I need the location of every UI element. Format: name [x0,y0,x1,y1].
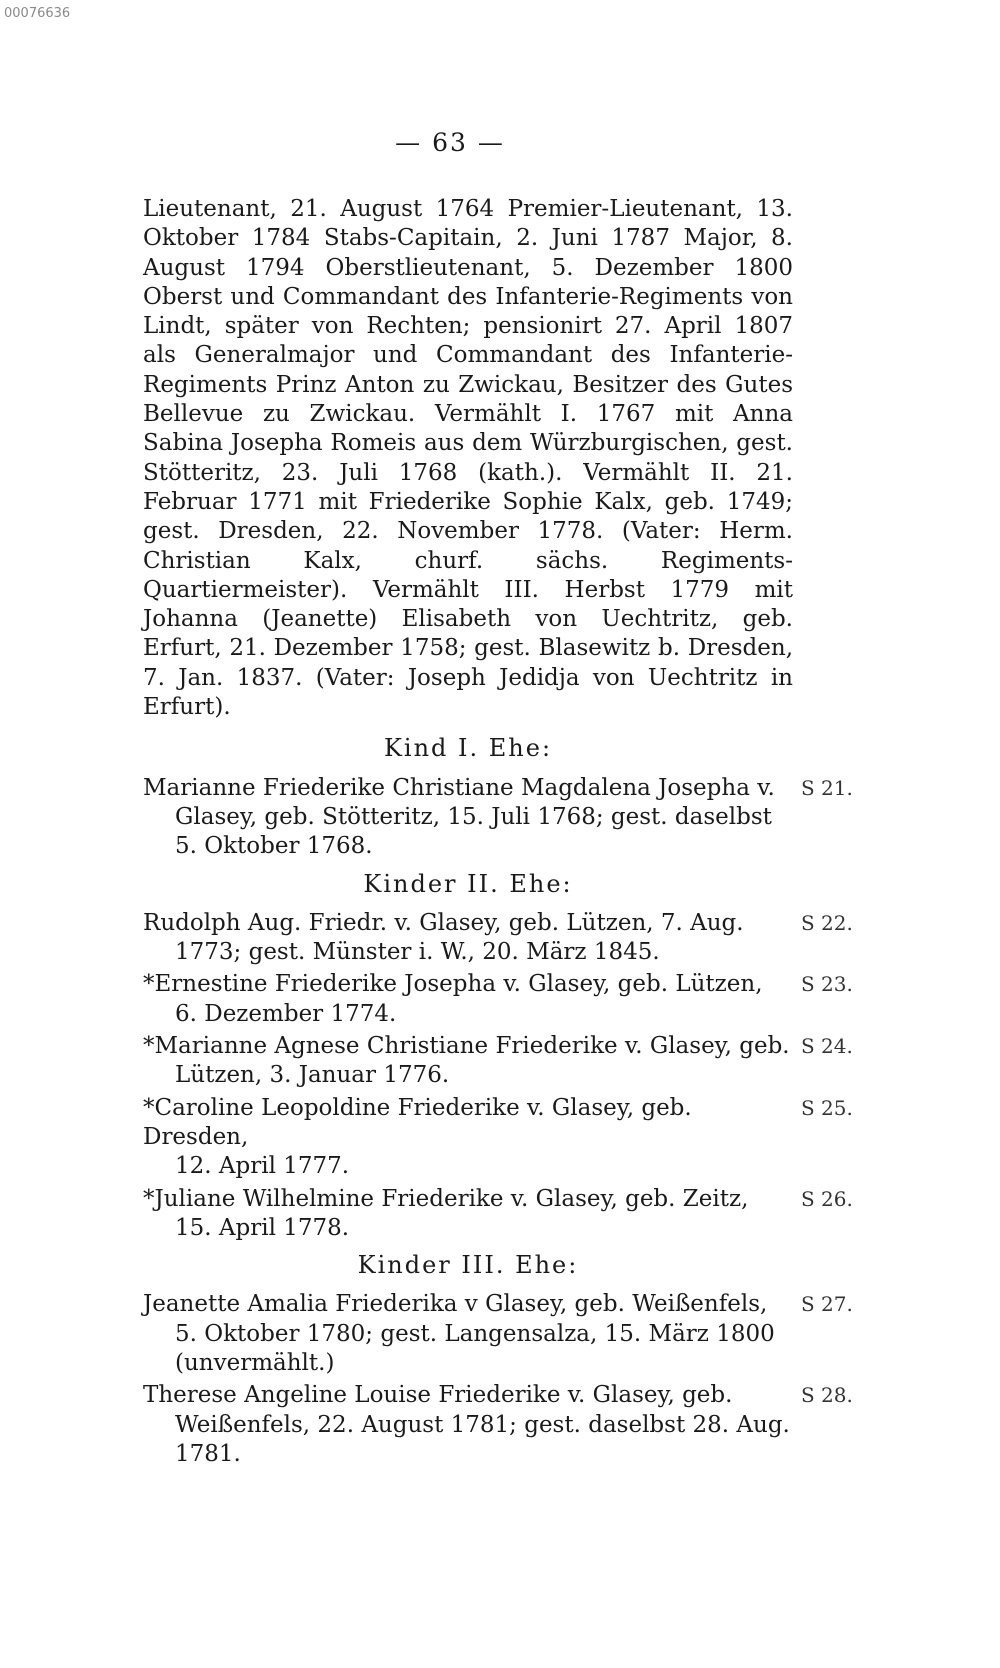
scan-id: 00076636 [4,6,71,21]
page-number: — 63 — [395,128,505,157]
child-name: *Marianne Agnese Christiane Friederike v. Glasey, geb. [143,1033,790,1060]
child-detail: 5. Oktober 1780; gest. Langensalza, 15. März 1800 (unvermählt.) [175,1320,775,1376]
child-entry [143,1185,853,1244]
biography-paragraph: Lieutenant, 21. August 1764 Premier-Lieutenant, 13. Oktober 1784 Stabs-Capitain, 2. Juni 1787 Major, 8. August 1794 Oberstlieutenant, 5. Dezember 1800 Oberst und Commandant des Infanterie-Regiments von Lindt, später von Rechten; pensionirt 27. April 1807 als Generalmajor und Commandant des Infanterie-Regiments Prinz Anton zu Zwickau, Besitzer des Gutes Bellevue zu Zwickau. Vermählt I. 1767 mit Anna Sabina Josepha Romeis aus dem Würzburgischen, gest. Stötteritz, 23. Juli 1768 (kath.). Vermählt II. 21. Februar 1771 mit Friederike Sophie Kalx, geb. 1749; gest. Dresden, 22. November 1778. (Vater: Herm. Christian Kalx, churf. sächs. Regiments-Quartiermeister). Vermählt III. Herbst 1779 mit Johanna (Jeanette) Elisabeth von Uechtritz, geb. Erfurt, 21. Dezember 1758; gest. Blasewitz b. Dresden, 7. Jan. 1837. (Vater: Joseph Jedidja von Uechtritz in Erfurt). [143,196,793,721]
section-kind-first-marriage [143,734,853,861]
child-reference: S 22. [801,910,853,935]
child-detail: Lützen, 3. Januar 1776. [175,1062,450,1089]
section-heading: Kinder III. Ehe: [357,1251,579,1280]
child-detail: 15. April 1778. [175,1214,350,1241]
child-detail: Weißenfels, 22. August 1781; gest. daselbst 28. Aug. 1781. [175,1411,790,1467]
child-entry [143,1381,853,1469]
child-entry [143,774,853,862]
child-detail: 1773; gest. Münster i. W., 20. März 1845. [175,939,660,966]
child-reference: S 28. [801,1383,853,1408]
child-name: Jeanette Amalia Friederika v Glasey, geb. Weißenfels, [143,1291,768,1318]
child-name: Therese Angeline Louise Friederike v. Glasey, geb. [143,1382,733,1409]
section-heading: Kinder II. Ehe: [363,869,573,898]
child-detail: Glasey, geb. Stötteritz, 15. Juli 1768; gest. daselbst 5. Oktober 1768. [175,803,772,860]
child-entry [143,970,853,1029]
section-kinder-third-marriage [143,1251,853,1469]
child-detail: 6. Dezember 1774. [175,1000,397,1027]
child-reference: S 25. [801,1095,853,1120]
child-name: Marianne Friederike Christiane Magdalena Josepha v. [143,774,775,801]
child-reference: S 23. [801,972,853,997]
child-entry [143,909,853,968]
child-name: Rudolph Aug. Friedr. v. Glasey, geb. Lützen, 7. Aug. [143,909,744,936]
child-entry [143,1290,853,1378]
child-entry [143,1094,853,1182]
child-name: *Juliane Wilhelmine Friederike v. Glasey, geb. Zeitz, [143,1185,749,1212]
child-reference: S 21. [801,775,853,800]
child-reference: S 24. [801,1034,853,1059]
section-kinder-second-marriage [143,869,853,1244]
child-reference: S 27. [801,1292,853,1317]
child-entry [143,1032,853,1091]
section-heading: Kind I. Ehe: [383,734,553,763]
child-name: *Caroline Leopoldine Friederike v. Glasey, geb. Dresden, [143,1094,692,1150]
child-reference: S 26. [801,1186,853,1211]
page-body [143,195,853,1472]
child-name: *Ernestine Friederike Josepha v. Glasey, geb. Lützen, [143,971,763,998]
child-detail: 12. April 1777. [175,1153,350,1180]
